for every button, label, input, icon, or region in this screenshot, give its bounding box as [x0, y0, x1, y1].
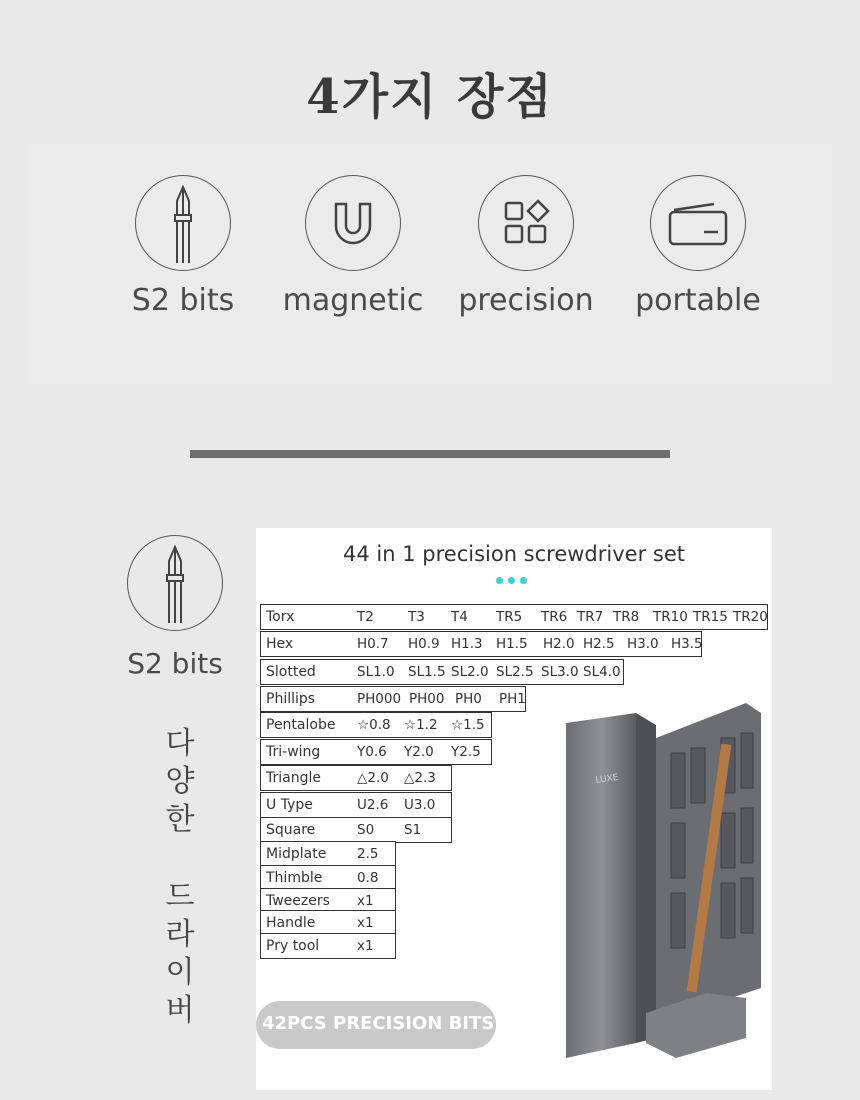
spec-value: △2.3 — [404, 770, 436, 786]
spec-value: SL4.0 — [583, 664, 621, 680]
svg-text:LUXE: LUXE — [595, 772, 620, 786]
spec-name: Midplate — [266, 846, 327, 862]
spec-name: U Type — [266, 797, 313, 813]
spec-value: ☆0.8 — [357, 717, 391, 733]
spec-name: Pentalobe — [266, 717, 336, 733]
spec-value: T3 — [408, 609, 425, 625]
card-wallet-icon — [650, 175, 746, 271]
spec-value: SL3.0 — [541, 664, 579, 680]
vertical-char: 양 — [165, 764, 195, 799]
spec-name: Tri-wing — [266, 744, 321, 760]
feature-label: portable — [635, 283, 761, 318]
product-spec-panel — [256, 528, 772, 1090]
spec-name: Tweezers — [266, 893, 330, 909]
spec-value: SL2.5 — [496, 664, 534, 680]
spec-value: SL2.0 — [451, 664, 489, 680]
spec-value: x1 — [357, 893, 374, 909]
grid-shapes-icon — [478, 175, 574, 271]
spec-value: 2.5 — [357, 846, 379, 862]
spec-value: PH000 — [357, 691, 402, 707]
spec-value: H0.7 — [357, 636, 389, 652]
spec-value: Y0.6 — [357, 744, 387, 760]
spec-row — [260, 933, 396, 959]
magnet-icon — [305, 175, 401, 271]
spec-row — [260, 686, 526, 712]
spec-row — [260, 765, 452, 791]
spec-row — [260, 817, 452, 843]
feature-label: magnetic — [282, 283, 424, 318]
screwdriver-bit-icon — [135, 175, 231, 271]
page-headline: 4가지 장점 — [306, 69, 554, 125]
spec-value: SL1.0 — [357, 664, 395, 680]
spec-value: △2.0 — [357, 770, 389, 786]
spec-value: H1.3 — [451, 636, 483, 652]
spec-row — [260, 712, 492, 738]
spec-name: Thimble — [266, 870, 323, 886]
spec-value: PH0 — [455, 691, 482, 707]
spec-value: TR5 — [496, 609, 523, 625]
spec-value: 0.8 — [357, 870, 379, 886]
spec-name: Handle — [266, 915, 316, 931]
spec-value: H3.0 — [627, 636, 659, 652]
feature-portable — [603, 175, 793, 318]
spec-row — [260, 659, 624, 685]
spec-value: x1 — [357, 938, 374, 954]
vertical-char: 한 — [165, 802, 195, 837]
panel-title: 44 in 1 precision screwdriver set — [343, 542, 685, 566]
spec-value: T2 — [357, 609, 374, 625]
spec-value: H3.5 — [671, 636, 703, 652]
badge-text: 42PCS PRECISION BITS — [262, 1013, 495, 1034]
spec-row — [260, 792, 452, 818]
spec-name: Triangle — [266, 770, 321, 786]
feature-s2-bits — [88, 175, 278, 318]
spec-value: TR20 — [733, 609, 768, 625]
vertical-char: 드 — [165, 879, 195, 914]
spec-value: H2.5 — [583, 636, 615, 652]
spec-name: Pry tool — [266, 938, 320, 954]
spec-value: TR7 — [577, 609, 604, 625]
spec-value: H2.0 — [543, 636, 575, 652]
spec-name: Phillips — [266, 691, 316, 707]
spec-value: SL1.5 — [408, 664, 446, 680]
spec-row — [260, 631, 702, 657]
spec-value: H0.9 — [408, 636, 440, 652]
accent-dots — [496, 569, 532, 588]
spec-row — [260, 841, 396, 867]
vertical-text-various — [160, 725, 200, 839]
spec-value: ☆1.2 — [404, 717, 438, 733]
feature-label: precision — [458, 283, 594, 318]
spec-value: S1 — [404, 822, 422, 838]
spec-value: U3.0 — [404, 797, 436, 813]
spec-value: PH00 — [409, 691, 445, 707]
spec-row — [260, 604, 768, 630]
side-feature — [110, 535, 240, 680]
spec-value: TR8 — [613, 609, 640, 625]
spec-value: Y2.5 — [451, 744, 481, 760]
spec-row — [260, 739, 492, 765]
vertical-char: 버 — [165, 993, 195, 1028]
spec-name: Hex — [266, 636, 294, 652]
side-label: S2 bits — [127, 647, 223, 680]
spec-value: S0 — [357, 822, 375, 838]
spec-value: U2.6 — [357, 797, 389, 813]
section-divider — [190, 450, 670, 458]
spec-name: Slotted — [266, 664, 316, 680]
vertical-text-driver — [160, 878, 200, 1030]
spec-value: ☆1.5 — [451, 717, 485, 733]
spec-value: TR10 — [653, 609, 688, 625]
precision-bits-badge — [256, 1001, 496, 1049]
feature-precision — [431, 175, 621, 318]
vertical-char: 이 — [165, 955, 195, 990]
spec-value: T4 — [451, 609, 468, 625]
screwdriver-bit-icon — [127, 535, 223, 631]
screwdriver-case-image — [506, 693, 772, 1090]
spec-value: H1.5 — [496, 636, 528, 652]
spec-name: Square — [266, 822, 316, 838]
spec-value: x1 — [357, 915, 374, 931]
spec-name: Torx — [266, 609, 295, 625]
spec-value: TR6 — [541, 609, 568, 625]
feature-magnetic — [258, 175, 448, 318]
feature-label: S2 bits — [131, 283, 235, 318]
spec-value: Y2.0 — [404, 744, 434, 760]
vertical-char: 다 — [165, 726, 195, 761]
vertical-char: 라 — [165, 917, 195, 952]
spec-value: PH1 — [499, 691, 526, 707]
features-section — [28, 145, 832, 385]
spec-value: TR15 — [693, 609, 728, 625]
